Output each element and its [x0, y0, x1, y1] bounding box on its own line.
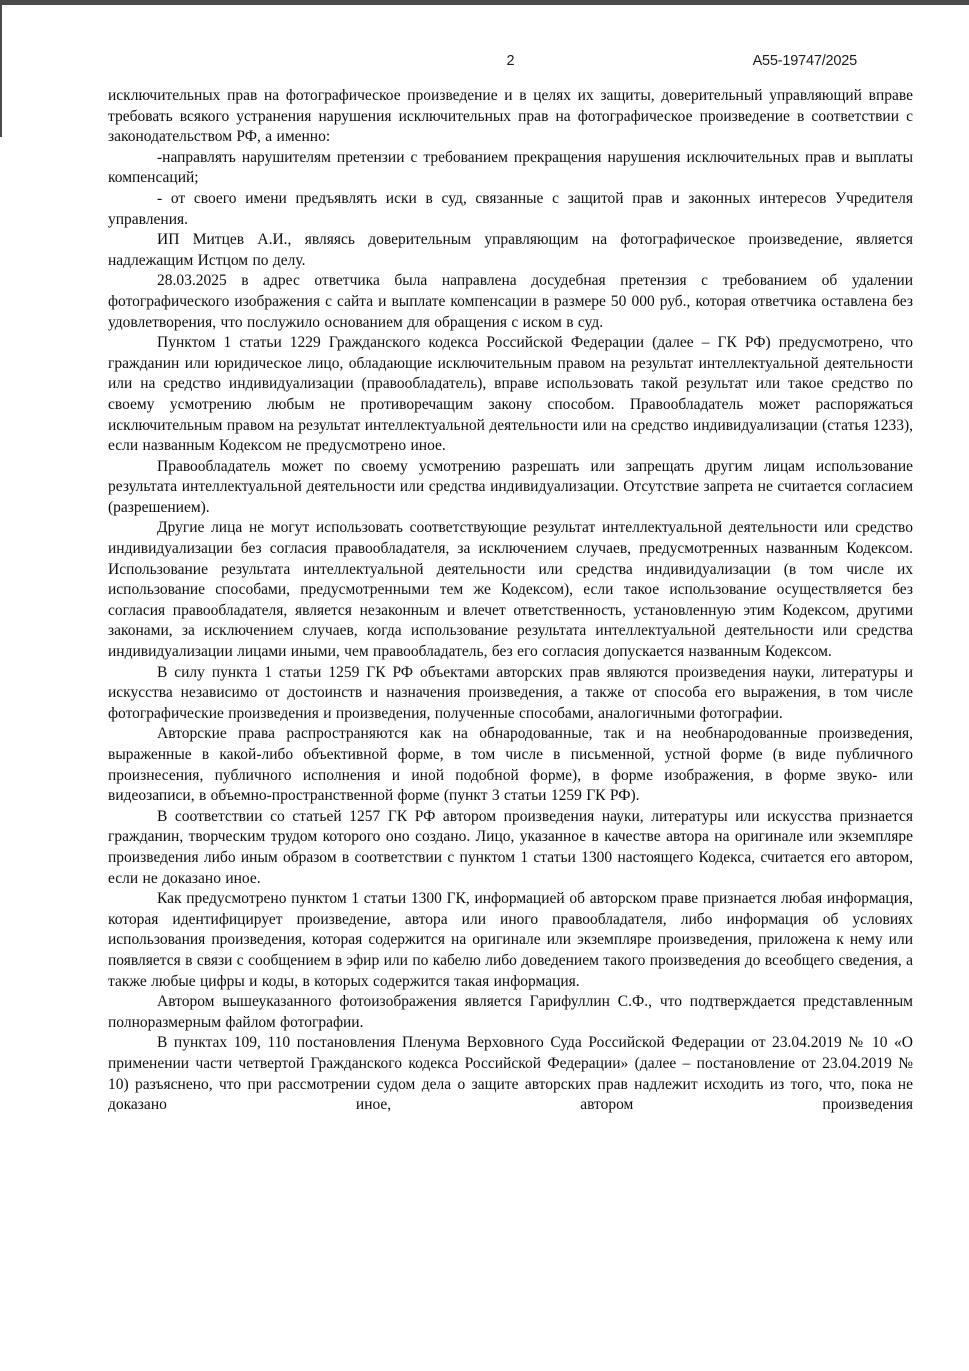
- scan-artifact-top-edge: [0, 0, 969, 5]
- paragraph: В пунктах 109, 110 постановления Пленума Верховного Суда Российской Федерации от 23.04.2019 № 10 «О применении части четвертой Гражданского кодекса Российской Федерации» (далее – постановление от 23.04.2019 № 10) разъяснено, что при рассмотрении судом дела о защите авторских прав надлежит исходить из того, что, пока не доказано иное, автором произведения: [108, 1034, 913, 1114]
- page-number: 2: [506, 53, 515, 69]
- paragraph: Другие лица не могут использовать соответствующие результат интеллектуальной деятельности или средство индивидуализации без согласия правообладателя, за исключением случаев, предусмотренных названным Кодексом. Использование результата интеллектуальной деятельности или средства индивидуализации (в том числе их использование способами, предусмотренными тем же Кодексом), если такое использование осуществляется без согласия правообладателя, является незаконным и влечет ответственность, установленную этим Кодексом, другими законами, за исключением случаев, когда использование результата интеллектуальной деятельности или средства индивидуализации лицами иными, чем правообладатель, без его согласия допускается названным Кодексом.: [108, 519, 913, 661]
- paragraph: Авторские права распространяются как на обнародованные, так и на необнародованные произведения, выраженные в какой-либо объективной форме, в том числе в письменной, устной форме (в виде публичного произнесения, публичного исполнения и иной подобной форме), в форме изображения, в форме звуко- или видеозаписи, в объемно-пространственной форме (пункт 3 статьи 1259 ГК РФ).: [108, 725, 913, 805]
- page-header: [108, 53, 913, 75]
- paragraph: Как предусмотрено пунктом 1 статьи 1300 ГК, информацией об авторском праве признается любая информация, которая идентифицирует произведение, автора или иного правообладателя, либо информация об условиях использования произведения, которая содержится на оригинале или экземпляре произведения, приложена к нему или появляется в связи с сообщением в эфир или по кабелю либо доведением такого произведения до всеобщего сведения, а также любые цифры и коды, в которых содержится такая информация.: [108, 890, 913, 990]
- scan-artifact-left-edge: [0, 0, 2, 137]
- paragraph: исключительных прав на фотографическое произведение и в целях их защиты, доверительный управляющий вправе требовать всякого устранения нарушения исключительных прав на фотографическое произведение в соответствии с законодательством РФ, а именно:: [108, 87, 913, 146]
- paragraph: ИП Митцев А.И., являясь доверительным управляющим на фотографическое произведение, является надлежащим Истцом по делу.: [108, 231, 913, 269]
- paragraph: В соответствии со статьей 1257 ГК РФ автором произведения науки, литературы или искусства признается гражданин, творческим трудом которого оно создано. Лицо, указанное в качестве автора на оригинале или экземпляре произведения либо иным образом в соответствии с пунктом 1 статьи 1300 настоящего Кодекса, считается его автором, если не доказано иное.: [108, 807, 913, 887]
- paragraph: Пунктом 1 статьи 1229 Гражданского кодекса Российской Федерации (далее – ГК РФ) предусмотрено, что гражданин или юридическое лицо, обладающие исключительным правом на результат интеллектуальной деятельности или на средство индивидуализации (правообладатель), вправе использовать такой результат или такое средство по своему усмотрению любым не противоречащим закону способом. Правообладатель может распоряжаться исключительным правом на результат интеллектуальной деятельности или на средство индивидуализации (статья 1233), если названным Кодексом не предусмотрено иное.: [108, 334, 913, 455]
- paragraph: В силу пункта 1 статьи 1259 ГК РФ объектами авторских прав являются произведения науки, литературы и искусства независимо от достоинств и назначения произведения, а также от способа его выражения, в том числе фотографические произведения и произведения, полученные способами, аналогичными фотографии.: [108, 663, 913, 722]
- paragraph: Автором вышеуказанного фотоизображения является Гарифуллин С.Ф., что подтверждается представленным полноразмерным файлом фотографии.: [108, 993, 913, 1031]
- document-body: [108, 86, 913, 1116]
- paragraph: - от своего имени предъявлять иски в суд, связанные с защитой прав и законных интересов Учредителя управления.: [108, 189, 913, 228]
- paragraph: -направлять нарушителям претензии с требованием прекращения нарушения исключительных прав и выплаты компенсаций;: [108, 148, 913, 187]
- case-number: А55-19747/2025: [752, 53, 857, 69]
- paragraph: 28.03.2025 в адрес ответчика была направлена досудебная претензия с требованием об удалении фотографического изображения с сайта и выплате компенсации в размере 50 000 руб., которая ответчика оставлена без удовлетворения, что послужило основанием для обращения с иском в суд.: [108, 272, 913, 331]
- paragraph: Правообладатель может по своему усмотрению разрешать или запрещать другим лицам использование результата интеллектуальной деятельности или средства индивидуализации. Отсутствие запрета не считается согласием (разрешением).: [108, 457, 913, 516]
